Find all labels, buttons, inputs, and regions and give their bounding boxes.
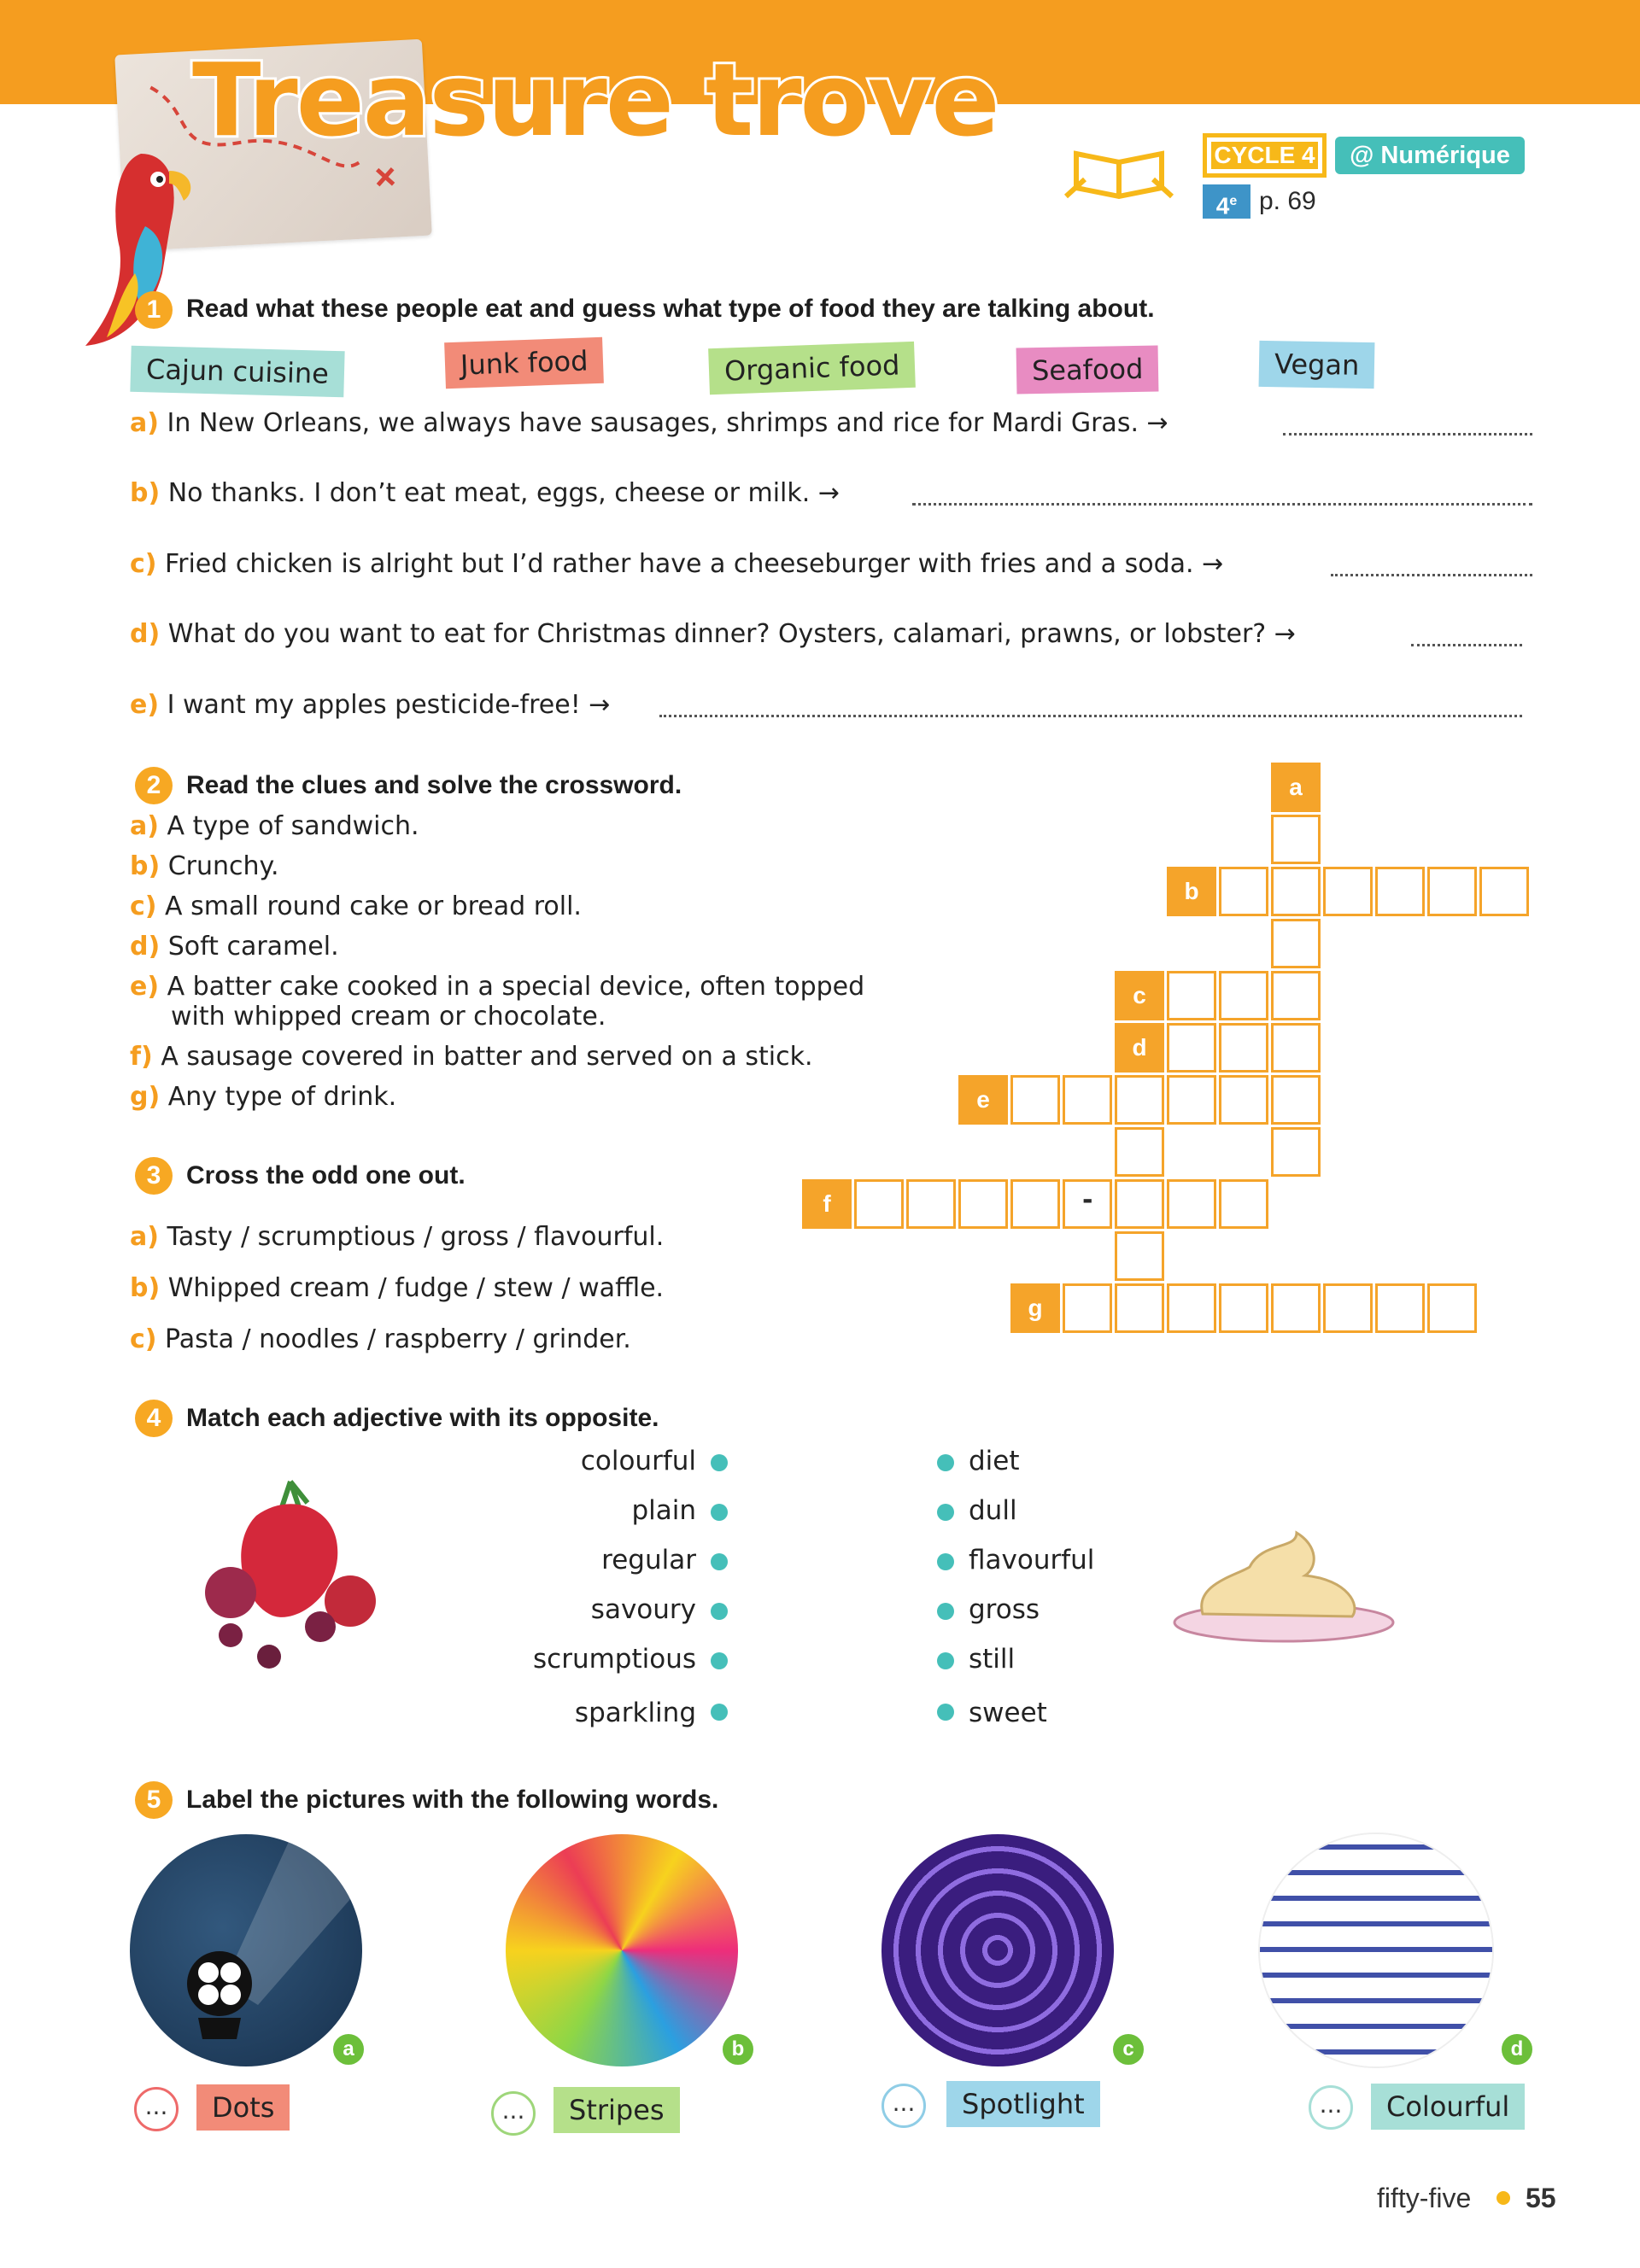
crossword-cell[interactable]: [1271, 867, 1321, 916]
tag-cajun: Cajun cuisine: [130, 346, 344, 398]
match-dot[interactable]: [711, 1603, 728, 1620]
picture-badge: d: [1499, 2031, 1535, 2067]
cycle-badge: CYCLE 4: [1203, 133, 1327, 178]
page-title: Treasure trove: [192, 41, 999, 159]
crossword-cell[interactable]: [1219, 1283, 1268, 1333]
ex1-item: d) What do you want to eat for Christmas dinner? Oysters, calamari, prawns, or lobster? →: [130, 619, 1296, 649]
crossword-cell[interactable]: [1167, 971, 1216, 1020]
picture-badge: c: [1110, 2031, 1146, 2067]
match-dot[interactable]: [937, 1704, 954, 1721]
crossword-cell[interactable]: [1219, 1179, 1268, 1229]
crossword-cell[interactable]: [854, 1179, 904, 1229]
clue: a) A type of sandwich.: [130, 811, 419, 841]
clue: f) A sausage covered in batter and served on a stick.: [130, 1042, 813, 1072]
crossword-cell[interactable]: [1375, 1283, 1425, 1333]
label-spotlight: Spotlight: [946, 2081, 1100, 2127]
crossword-start-c: c: [1115, 971, 1164, 1020]
picture-colourful: [506, 1834, 738, 2066]
crossword-cell[interactable]: [1271, 1075, 1321, 1125]
crossword-cell[interactable]: [1219, 867, 1268, 916]
crossword-cell[interactable]: [1115, 1231, 1164, 1281]
match-dot[interactable]: [937, 1553, 954, 1570]
exercise-number: 1: [135, 291, 173, 329]
match-dot[interactable]: [711, 1553, 728, 1570]
crossword-cell[interactable]: [1271, 971, 1321, 1020]
match-dot[interactable]: [937, 1504, 954, 1521]
picture-dots: [882, 1834, 1114, 2066]
whipped-cream-icon: [1168, 1516, 1399, 1652]
crossword-cell[interactable]: [1115, 1283, 1164, 1333]
exercise-instruction: Match each adjective with its opposite.: [186, 1404, 659, 1432]
exercise-number: 3: [135, 1157, 173, 1195]
crossword-start-b: b: [1167, 867, 1216, 916]
adjective-left: scrumptious: [533, 1644, 696, 1675]
crossword-cell[interactable]: [1167, 1283, 1216, 1333]
picture-spotlight: [130, 1834, 362, 2066]
match-dot[interactable]: [937, 1454, 954, 1471]
numerique-link[interactable]: @ Numérique: [1335, 137, 1525, 174]
tag-organic-food: Organic food: [708, 342, 916, 395]
match-dot[interactable]: [937, 1652, 954, 1669]
ex1-item: e) I want my apples pesticide-free! →: [130, 690, 611, 720]
page-number-words: fifty-five: [1377, 2183, 1472, 2213]
crossword-cell[interactable]: [1427, 867, 1477, 916]
picture-badge: b: [720, 2031, 756, 2067]
crossword-cell[interactable]: [1323, 1283, 1373, 1333]
crossword-start-f: f: [802, 1179, 852, 1229]
adjective-left: regular: [601, 1545, 696, 1575]
match-dot[interactable]: [711, 1504, 728, 1521]
adjective-right: sweet: [969, 1698, 1047, 1728]
page-number: 55: [1526, 2183, 1556, 2213]
picture-badge: a: [331, 2031, 366, 2067]
ex1-item: c) Fried chicken is alright but I’d rather have a cheeseburger with fries and a soda. →: [130, 549, 1224, 579]
ex1-item: a) In New Orleans, we always have sausages, shrimps and rice for Mardi Gras. →: [130, 408, 1168, 438]
crossword-start-d: d: [1115, 1023, 1164, 1073]
crossword-cell[interactable]: [1167, 1179, 1216, 1229]
odd-one-out-item[interactable]: c) Pasta / noodles / raspberry / grinder.: [130, 1324, 631, 1354]
adjective-right: diet: [969, 1446, 1020, 1476]
odd-one-out-item[interactable]: a) Tasty / scrumptious / gross / flavourful.: [130, 1222, 665, 1252]
berries-icon: [196, 1464, 401, 1686]
exercise-number: 2: [135, 767, 173, 804]
answer-circle[interactable]: ...: [1309, 2085, 1353, 2130]
label-dots: Dots: [196, 2084, 290, 2131]
crossword-cell[interactable]: [906, 1179, 956, 1229]
match-dot[interactable]: [711, 1652, 728, 1669]
crossword-cell[interactable]: [1219, 1023, 1268, 1073]
answer-circle[interactable]: ...: [134, 2087, 179, 2131]
adjective-right: flavourful: [969, 1545, 1095, 1575]
label-stripes: Stripes: [554, 2087, 680, 2133]
crossword-cell[interactable]: [1010, 1075, 1060, 1125]
clue: b) Crunchy.: [130, 851, 279, 881]
crossword-cell[interactable]: [1063, 1075, 1112, 1125]
tag-seafood: Seafood: [1016, 346, 1159, 395]
clue: e) A batter cake cooked in a special device, often topped: [130, 972, 865, 1002]
match-dot[interactable]: [711, 1704, 728, 1721]
crossword-cell[interactable]: [1479, 867, 1529, 916]
footer-dot: [1496, 2191, 1510, 2205]
adjective-left: plain: [631, 1495, 696, 1526]
odd-one-out-item[interactable]: b) Whipped cream / fudge / stew / waffle.: [130, 1273, 665, 1303]
crossword-cell[interactable]: [958, 1179, 1008, 1229]
grade-badge: 4e: [1203, 184, 1250, 219]
crossword-hyphen: -: [1082, 1185, 1093, 1215]
page-reference: p. 69: [1259, 187, 1316, 215]
ex1-item: b) No thanks. I don’t eat meat, eggs, cheese or milk. →: [130, 478, 840, 508]
crossword-cell[interactable]: [1115, 1127, 1164, 1177]
crossword-cell[interactable]: [1010, 1179, 1060, 1229]
exercise-instruction: Label the pictures with the following words.: [186, 1786, 719, 1814]
match-dot[interactable]: [711, 1454, 728, 1471]
crossword-cell[interactable]: [1115, 1179, 1164, 1229]
exercise-number: 4: [135, 1400, 173, 1437]
adjective-left: savoury: [590, 1594, 696, 1625]
clue-continued: with whipped cream or chocolate.: [171, 1002, 606, 1032]
exercise-instruction: Read the clues and solve the crossword.: [186, 771, 682, 799]
answer-circle[interactable]: ...: [491, 2091, 536, 2136]
crossword-cell[interactable]: [1271, 815, 1321, 864]
crossword-cell[interactable]: [1427, 1283, 1477, 1333]
picture-stripes: [1260, 1834, 1492, 2066]
adjective-left: colourful: [580, 1446, 696, 1476]
crossword-start-e: e: [958, 1075, 1008, 1125]
adjective-right: still: [969, 1644, 1016, 1675]
exercise-number: 5: [135, 1781, 173, 1819]
clue: g) Any type of drink.: [130, 1082, 397, 1112]
crossword-cell[interactable]: [1115, 1075, 1164, 1125]
exercise-instruction: Read what these people eat and guess what type of food they are talking about.: [186, 295, 1155, 323]
crossword-cell[interactable]: [1323, 867, 1373, 916]
crossword-cell[interactable]: [1271, 1023, 1321, 1073]
adjective-left: sparkling: [574, 1698, 696, 1728]
crossword-cell[interactable]: [1271, 919, 1321, 968]
clue: d) Soft caramel.: [130, 932, 339, 962]
crossword-cell[interactable]: [1271, 1283, 1321, 1333]
tag-vegan: Vegan: [1259, 341, 1375, 389]
exercise-instruction: Cross the odd one out.: [186, 1161, 466, 1190]
crossword-cell[interactable]: [1375, 867, 1425, 916]
crossword-cell[interactable]: [1167, 1023, 1216, 1073]
adjective-right: dull: [969, 1495, 1017, 1526]
crossword-start-a: a: [1271, 763, 1321, 812]
crossword-cell[interactable]: [1219, 1075, 1268, 1125]
adjective-right: gross: [969, 1594, 1040, 1625]
match-dot[interactable]: [937, 1603, 954, 1620]
crossword-cell[interactable]: [1063, 1283, 1112, 1333]
crossword-start-g: g: [1010, 1283, 1060, 1333]
clue: c) A small round cake or bread roll.: [130, 891, 582, 921]
crossword-cell[interactable]: [1219, 971, 1268, 1020]
label-colourful: Colourful: [1371, 2084, 1525, 2130]
spotlight-icon: [130, 1834, 362, 2066]
tag-junk-food: Junk food: [444, 337, 604, 389]
crossword-cell[interactable]: [1167, 1075, 1216, 1125]
crossword-cell[interactable]: [1271, 1127, 1321, 1177]
answer-circle[interactable]: ...: [882, 2084, 926, 2128]
